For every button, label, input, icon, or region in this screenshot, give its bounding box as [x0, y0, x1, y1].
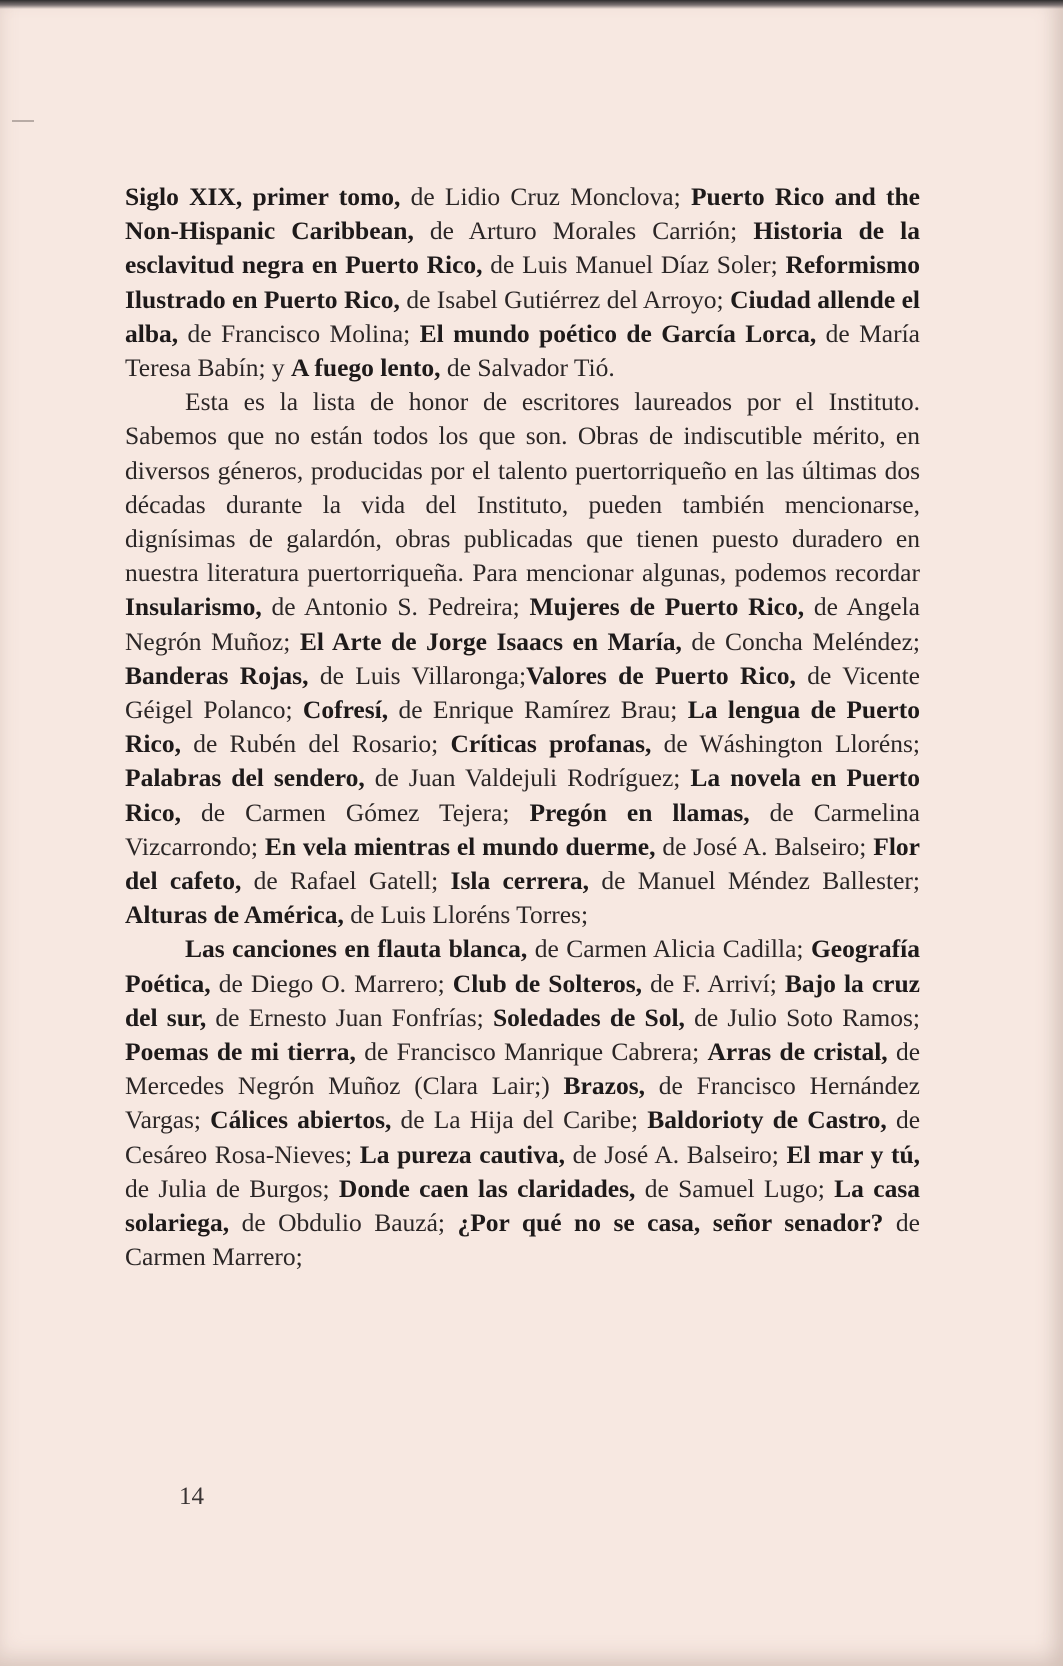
- work-title: En vela mientras el mundo duerme,: [264, 831, 656, 861]
- work-title: Brazos,: [563, 1071, 645, 1101]
- work-title: Bajo la cruz del sur,: [125, 968, 920, 1032]
- paragraph-3: [125, 932, 920, 1274]
- body-text: [125, 180, 920, 1275]
- text-segment: de Juan Valdejuli Rodríguez;: [364, 763, 691, 793]
- text-segment: de Julia de Burgos;: [125, 1173, 339, 1203]
- text-segment: de Ernesto Juan Fonfrías;: [206, 1002, 493, 1032]
- work-title: Siglo XIX, primer tomo,: [125, 182, 401, 211]
- text-segment: de Rafael Gatell;: [241, 866, 451, 896]
- text-segment: de Carmen Marrero;: [125, 1208, 920, 1272]
- work-title: Ciudad allende el alba,: [125, 284, 920, 348]
- text-segment: de José A. Balseiro;: [655, 831, 874, 861]
- text-segment: de Francisco Manrique Cabrera;: [355, 1037, 708, 1067]
- work-title: Palabras del sendero,: [125, 763, 365, 793]
- text-segment: de María Teresa Babín; y: [125, 318, 920, 383]
- text-segment: de Enrique Ramírez Brau;: [388, 695, 688, 725]
- text-segment: de Luis Lloréns Torres;: [343, 900, 589, 930]
- text-segment: Esta es la lista de honor de escritores laureados por el Instituto. Sabemos que no están todos los que son. Obras de indiscutible mérito, en diversos géneros, producidas por el talento puertorriqueño en las últimas dos décadas durante la vida del Instituto, pueden también mencionarse, dignísimas de galardón, obras publicadas que tienen puesto duradero en nuestra literatura puertorriqueña. Para mencionar algunas, podemos recordar: [125, 387, 920, 588]
- text-segment: de Arturo Morales Carrión;: [413, 216, 754, 246]
- text-segment: de Angela Negrón Muñoz;: [125, 592, 920, 656]
- work-title: La novela en Puerto Rico,: [125, 763, 921, 827]
- work-title: Poemas de mi tierra,: [125, 1037, 356, 1067]
- text-segment: de Julio Soto Ramos;: [684, 1002, 920, 1032]
- text-segment: de Isabel Gutiérrez del Arroyo;: [399, 284, 731, 314]
- work-title: El mar y tú,: [786, 1139, 920, 1169]
- work-title: A fuego lento,: [291, 353, 441, 383]
- work-title: Alturas de América,: [125, 900, 344, 930]
- page-top-edge: [0, 0, 1063, 9]
- paragraph-2: [125, 385, 920, 932]
- text-segment: de Luis Villaronga;: [308, 660, 527, 690]
- text-segment: de Samuel Lugo;: [635, 1173, 835, 1203]
- work-title: Club de Solteros,: [452, 968, 643, 998]
- text-segment: de Carmen Gómez Tejera;: [180, 797, 530, 827]
- work-title: Baldorioty de Castro,: [647, 1105, 887, 1135]
- text-segment: de José A. Balseiro;: [565, 1139, 787, 1169]
- text-segment: de Lidio Cruz Monclova;: [400, 182, 691, 211]
- work-title: Pregón en llamas,: [529, 797, 750, 827]
- work-title: Reformismo Ilustrado en Puerto Rico,: [125, 250, 920, 314]
- work-title: Las canciones en flauta blanca,: [185, 934, 528, 964]
- margin-mark: [12, 120, 34, 122]
- work-title: Arras de cristal,: [707, 1037, 888, 1067]
- work-title: Puerto Rico and the Non-Hispanic Caribbean,: [125, 182, 921, 246]
- text-segment: de La Hija del Caribe;: [391, 1105, 648, 1135]
- text-segment: de Manuel Méndez Ballester;: [589, 866, 921, 896]
- work-title: La pureza cautiva,: [359, 1139, 565, 1169]
- text-segment: de Vicente Géigel Polanco;: [125, 660, 920, 725]
- work-title: El mundo poético de García Lorca,: [419, 318, 817, 348]
- work-title: Flor del cafeto,: [125, 831, 920, 896]
- text-segment: de Salvador Tió.: [440, 353, 615, 383]
- text-segment: de Rubén del Rosario;: [180, 729, 451, 759]
- text-segment: de Obdulio Bauzá;: [229, 1208, 458, 1238]
- work-title: La lengua de Puerto Rico,: [125, 695, 920, 759]
- work-title: Cálices abiertos,: [210, 1105, 392, 1135]
- work-title: Historia de la esclavitud negra en Puerto Rico,: [125, 216, 921, 280]
- text-segment: de Wáshington Lloréns;: [651, 729, 920, 759]
- work-title: Mujeres de Puerto Rico,: [529, 592, 805, 622]
- text-segment: de Mercedes Negrón Muñoz (Clara Lair;): [125, 1037, 921, 1101]
- text-segment: de Luis Manuel Díaz Soler;: [482, 250, 786, 280]
- text-segment: de Francisco Molina;: [178, 318, 420, 348]
- work-title: El Arte de Jorge Isaacs en María,: [299, 626, 682, 656]
- work-title: Banderas Rojas,: [125, 660, 309, 690]
- work-title: Insularismo,: [125, 592, 262, 622]
- work-title: Donde caen las claridades,: [338, 1173, 636, 1203]
- work-title: Críticas profanas,: [450, 729, 652, 759]
- work-title: ¿Por qué no se casa, señor senador?: [457, 1208, 884, 1238]
- work-title: Geografía Poética,: [125, 934, 921, 998]
- text-segment: de Concha Meléndez;: [681, 626, 920, 656]
- text-segment: de Cesáreo Rosa-Nieves;: [125, 1105, 921, 1169]
- work-title: Isla cerrera,: [450, 866, 590, 896]
- text-segment: de Antonio S. Pedreira;: [261, 592, 530, 622]
- text-segment: de F. Arriví;: [642, 968, 785, 998]
- text-segment: de Francisco Hernández Vargas;: [125, 1071, 921, 1135]
- text-segment: de Carmen Alicia Cadilla;: [527, 934, 811, 964]
- text-segment: de Diego O. Marrero;: [210, 968, 453, 998]
- work-title: Valores de Puerto Rico,: [526, 660, 796, 690]
- paragraph-1: [125, 180, 920, 385]
- text-segment: de Carmelina Vizcarrondo;: [125, 797, 920, 861]
- work-title: Cofresí,: [302, 695, 389, 725]
- page-number: 14: [179, 1483, 204, 1510]
- work-title: Soledades de Sol,: [492, 1002, 685, 1032]
- work-title: La casa solariega,: [125, 1173, 921, 1238]
